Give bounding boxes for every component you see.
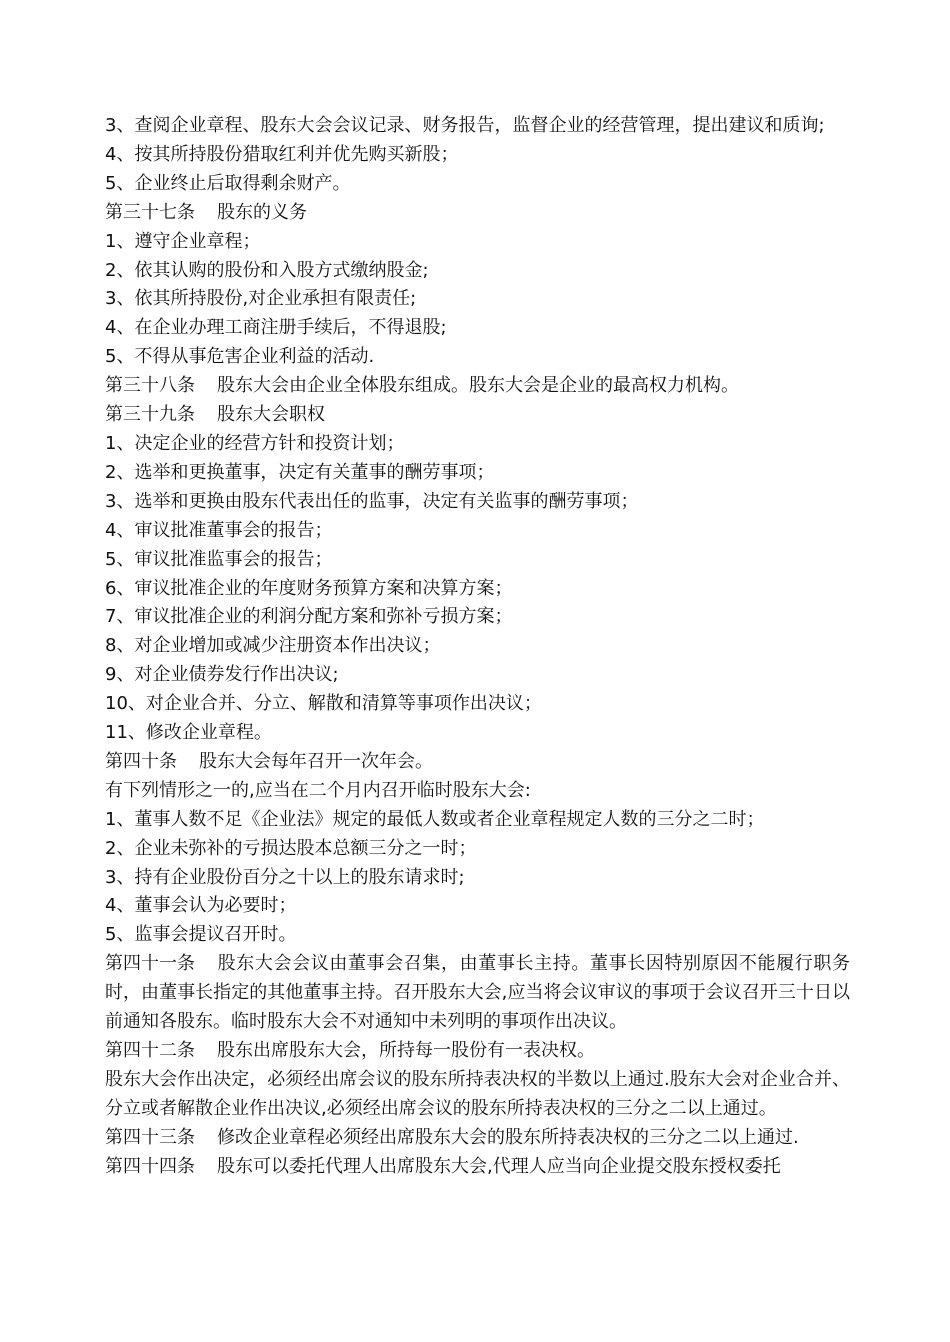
text-line: 9、对企业债券发行作出决议; (105, 664, 339, 686)
article-line (105, 1124, 850, 1153)
article-line (105, 372, 850, 401)
text-line: 4、审议批准董事会的报告； (105, 519, 333, 541)
text-line: 1、遵守企业章程； (105, 230, 261, 252)
text-line: 6、审议批准企业的年度财务预算方案和决算方案； (105, 577, 513, 599)
text-line: 10、对企业合并、分立、解散和清算等事项作出决议； (105, 693, 542, 715)
article-line (105, 199, 850, 228)
text-line: 3、持有企业股份百分之十以上的股东请求时; (105, 866, 465, 888)
article-text: 修改企业章程必须经出席股东大会的股东所持表决权的三分之二以上通过. (217, 1126, 799, 1148)
text-line: 2、选举和更换董事，决定有关董事的酬劳事项； (105, 461, 495, 483)
text-line: 3、依其所持股份,对企业承担有限责任; (105, 288, 417, 310)
article-number: 第四十一条 (105, 953, 195, 975)
article-number: 第四十条 (105, 750, 177, 772)
article-text: 股东的义务 (217, 201, 307, 223)
text-line: 5、企业终止后取得剩余财产。 (105, 172, 351, 194)
text-line: 1、决定企业的经营方针和投资计划； (105, 432, 405, 454)
article-text: 股东出席股东大会，所持每一股份有一表决权。 (217, 1040, 595, 1061)
article-number: 第三十七条 (105, 201, 195, 223)
article-number: 第四十四条 (105, 1155, 195, 1177)
article-number: 第三十八条 (105, 375, 195, 397)
text-line: 11、修改企业章程。 (105, 722, 272, 744)
article-number: 第四十三条 (105, 1126, 195, 1148)
document-page (105, 112, 850, 1182)
article-text: 股东可以委托代理人出席股东大会,代理人应当向企业提交股东授权委托 (217, 1155, 781, 1177)
article-text: 股东大会职权 (217, 404, 325, 426)
text-line: 4、在企业办理工商注册手续后，不得退股; (105, 317, 447, 339)
text-line: 有下列情形之一的,应当在二个月内召开临时股东大会: (105, 779, 531, 801)
text-line: 4、按其所持股份猎取红利并优先购买新股； (105, 143, 459, 165)
text-line: 1、董事人数不足《企业法》规定的最低人数或者企业章程规定人数的三分之二时； (105, 808, 765, 830)
article-line (105, 1037, 850, 1066)
text-line: 2、企业未弥补的亏损达股本总额三分之一时； (105, 837, 477, 859)
paragraph: 3、查阅企业章程、股东大会会议记录、财务报告，监督企业的经营管理，提出建议和质询; (105, 115, 825, 136)
text-line: 5、不得从事危害企业利益的活动. (105, 346, 375, 368)
article-number: 第四十二条 (105, 1040, 195, 1061)
article-line (105, 748, 850, 777)
article-line (105, 1153, 850, 1182)
text-line: 2、依其认购的股份和入股方式缴纳股金; (105, 259, 429, 281)
paragraph: 股东大会作出决定，必须经出席会议的股东所持表决权的半数以上通过.股东大会对企业合并、分立或者解散企业作出决议,必须经出席会议的股东所持表决权的三分之二以上通过。 (105, 1068, 850, 1119)
article-line (105, 401, 850, 430)
article-line (105, 950, 850, 1037)
text-line: 4、董事会认为必要时； (105, 895, 297, 917)
text-line: 5、监事会提议召开时。 (105, 924, 297, 946)
article-number: 第三十九条 (105, 404, 195, 426)
article-text: 股东大会由企业全体股东组成。股东大会是企业的最高权力机构。 (217, 375, 739, 397)
article-text: 股东大会会议由董事会召集，由董事长主持。董事长因特别原因不能履行职务时，由董事长指定的其他董事主持。召开股东大会,应当将会议审议的事项于会议召开三十日以前通知各股东。临时股东大会不对通知中未列明的事项作出决议。 (105, 953, 850, 1033)
text-line: 7、审议批准企业的利润分配方案和弥补亏损方案； (105, 606, 513, 628)
text-line: 8、对企业增加或减少注册资本作出决议； (105, 635, 441, 657)
text-line: 3、选举和更换由股东代表出任的监事，决定有关监事的酬劳事项； (105, 490, 639, 512)
article-text: 股东大会每年召开一次年会。 (199, 750, 433, 772)
text-line: 5、审议批准监事会的报告； (105, 548, 333, 570)
